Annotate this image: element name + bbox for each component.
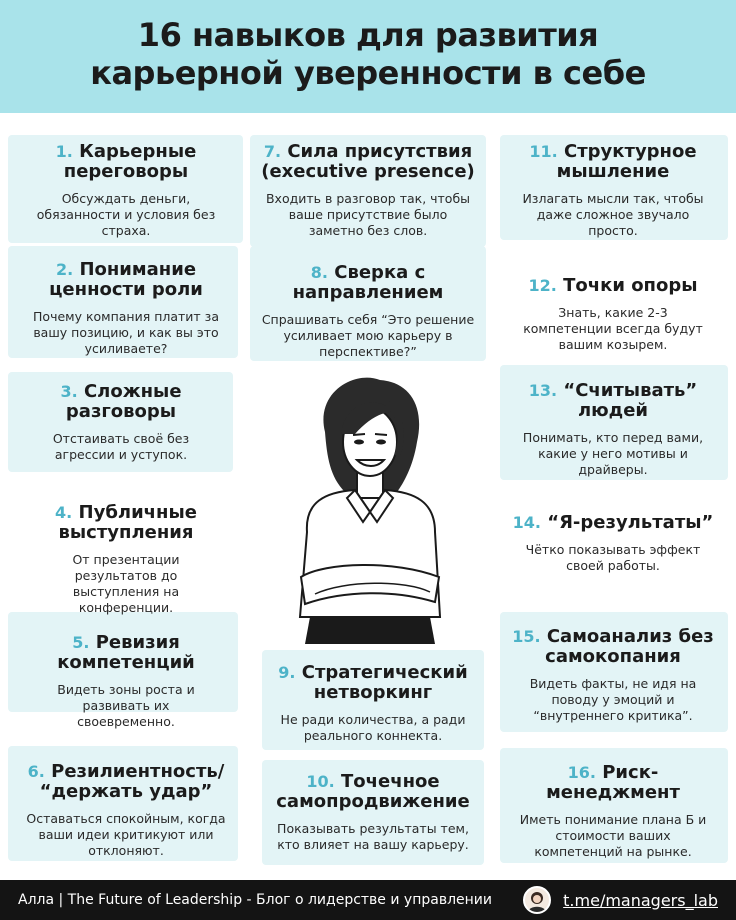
skill-description: Обсуждать деньги, обязанности и условия без страха. [36, 191, 216, 238]
skill-number: 10. [306, 772, 335, 791]
skill-number: 3. [60, 382, 78, 401]
skill-title [14, 633, 238, 673]
skill-title [252, 142, 484, 182]
skill-description: Понимать, кто перед вами, какие у него мотивы и драйверы. [522, 430, 704, 477]
skill-description: От презентации результатов до выступления на конференции. [72, 552, 180, 615]
skill-number: 2. [55, 260, 74, 279]
skill-title-text: Сложные разговоры [65, 381, 182, 422]
skill-title-text: Стратегический нетворкинг [301, 662, 468, 703]
header-banner [0, 0, 736, 113]
skill-title-text: Структурное мышление [556, 141, 697, 182]
skill-card-3 [14, 382, 228, 463]
woman-illustration [285, 372, 455, 644]
skill-number: 8. [310, 263, 328, 282]
skill-card-11 [500, 142, 726, 239]
skill-title [14, 503, 238, 543]
skill-title [500, 142, 726, 182]
skill-title [14, 762, 238, 802]
skill-title [14, 260, 238, 300]
skill-title [14, 382, 228, 422]
skill-card-2 [14, 260, 238, 357]
skill-title-text: Самоанализ без самокопания [545, 626, 714, 667]
skill-description: Не ради количества, а ради реального коннекта. [280, 712, 466, 743]
skill-description: Отстаивать своё без агрессии и уступок. [52, 431, 190, 462]
skill-description: Видеть зоны роста и развивать их своевременно. [57, 682, 195, 729]
skill-card-9 [262, 663, 484, 744]
skill-title [500, 763, 726, 803]
skill-title [252, 263, 484, 303]
page-title [0, 16, 736, 92]
woman-illustration-svg [285, 372, 455, 644]
skill-card-1 [14, 142, 238, 239]
skill-description: Иметь понимание плана Б и стоимости ваших компетенций на рынке. [519, 812, 707, 859]
skill-number: 9. [278, 663, 296, 682]
skill-card-6 [14, 762, 238, 859]
skill-description: Знать, какие 2-3 компетенции всегда будут вашим козырем. [523, 305, 703, 352]
skill-title-text: Сверка с направлением [292, 262, 444, 303]
telegram-link[interactable]: t.me/managers_lab [563, 890, 718, 910]
avatar [523, 886, 551, 914]
skill-number: 16. [567, 763, 596, 782]
skill-title [500, 627, 726, 667]
skill-description: Видеть факты, не идя на поводу у эмоций и “внутреннего критика”. [529, 676, 697, 723]
skill-card-10 [262, 772, 484, 853]
title-line-2: карьерной уверенности в себе [90, 54, 646, 92]
skill-description: Показывать результаты тем, кто влияет на вашу карьеру. [277, 821, 469, 852]
skill-title-text: Риск-менеджмент [546, 762, 680, 803]
skill-number: 13. [528, 381, 558, 400]
skill-number: 12. [528, 276, 557, 295]
skill-card-4 [14, 503, 238, 616]
blog-credit: Алла | The Future of Leadership - Блог о лидерстве и управлении [18, 892, 492, 908]
skill-title-text: Ревизия компетенций [57, 632, 195, 673]
skill-title [262, 663, 484, 703]
skill-number: 6. [27, 762, 45, 781]
footer-bar [0, 880, 736, 920]
skill-card-8 [252, 263, 484, 360]
skill-number: 11. [529, 142, 558, 161]
skill-description: Почему компания платит за вашу позицию, и как вы это усиливаете? [33, 309, 219, 356]
skill-card-12 [500, 276, 726, 353]
skill-title [262, 772, 484, 812]
skill-title-text: Сила присутствия (executive presence) [261, 141, 475, 182]
skill-card-7 [252, 142, 484, 239]
skill-title [14, 142, 238, 182]
skill-title-text: Точки опоры [563, 275, 698, 296]
skill-number: 4. [55, 503, 73, 522]
skill-title-text: “Я-результаты” [547, 512, 714, 533]
skill-description: Оставаться спокойным, когда ваши идеи критикуют или отклоняют. [26, 811, 226, 858]
avatar-portrait-icon [525, 888, 549, 912]
skill-description: Входить в разговор так, чтобы ваше присутствие было заметно без слов. [265, 191, 471, 238]
skill-title [500, 381, 726, 421]
skill-card-13 [500, 381, 726, 478]
skill-card-5 [14, 633, 238, 730]
skill-title [500, 276, 726, 296]
skill-description: Спрашивать себя “Это решение усиливает мою карьеру в перспективе?” [261, 312, 475, 359]
skill-card-14 [500, 513, 726, 574]
skill-number: 5. [72, 633, 90, 652]
skill-title-text: Понимание ценности роли [49, 259, 203, 300]
skill-title-text: Публичные выступления [58, 502, 197, 543]
skill-number: 15. [512, 627, 541, 646]
skill-title-text: Карьерные переговоры [63, 141, 197, 182]
skill-title-text: Резилиентность/ “держать удар” [39, 761, 225, 802]
skill-description: Чётко показывать эффект своей работы. [525, 542, 701, 573]
skill-card-16 [500, 763, 726, 860]
skill-title [500, 513, 726, 533]
skill-description: Излагать мысли так, чтобы даже сложное звучало просто. [522, 191, 704, 238]
skill-number: 1. [55, 142, 73, 161]
skill-card-15 [500, 627, 726, 724]
skill-title-text: “Считывать” людей [563, 380, 698, 421]
skill-title-text: Точечное самопродвижение [276, 771, 470, 812]
skill-number: 7. [263, 142, 282, 161]
title-line-1: 16 навыков для развития [137, 16, 599, 54]
skill-number: 14. [512, 513, 541, 532]
